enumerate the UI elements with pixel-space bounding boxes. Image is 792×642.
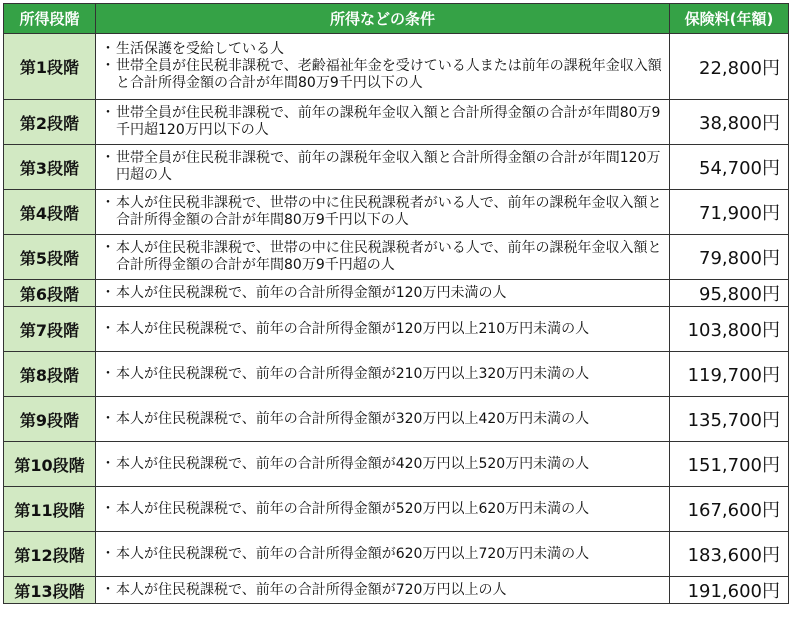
condition-line bbox=[100, 195, 663, 229]
table-header-row bbox=[4, 4, 789, 34]
condition-cell bbox=[96, 577, 670, 604]
level-cell: 第10段階 bbox=[4, 442, 96, 487]
condition-line bbox=[100, 366, 663, 383]
fee-cell: 79,800円 bbox=[670, 235, 789, 280]
level-cell: 第6段階 bbox=[4, 280, 96, 307]
table-row bbox=[4, 280, 789, 307]
condition-line bbox=[100, 411, 663, 428]
fee-cell: 95,800円 bbox=[670, 280, 789, 307]
table-row bbox=[4, 532, 789, 577]
table-row bbox=[4, 145, 789, 190]
condition-cell bbox=[96, 532, 670, 577]
condition-line bbox=[100, 105, 663, 139]
bullet-mark: ・ bbox=[101, 455, 115, 472]
level-cell: 第7段階 bbox=[4, 307, 96, 352]
condition-cell bbox=[96, 307, 670, 352]
level-cell: 第11段階 bbox=[4, 487, 96, 532]
condition-cell bbox=[96, 190, 670, 235]
condition-text: 生活保護を受給している人 bbox=[116, 41, 284, 57]
fee-cell: 167,600円 bbox=[670, 487, 789, 532]
condition-line bbox=[100, 501, 663, 518]
condition-line bbox=[100, 321, 663, 338]
condition-cell bbox=[96, 145, 670, 190]
fee-cell: 135,700円 bbox=[670, 397, 789, 442]
condition-line bbox=[100, 58, 663, 92]
level-cell: 第13段階 bbox=[4, 577, 96, 604]
level-cell: 第4段階 bbox=[4, 190, 96, 235]
condition-cell bbox=[96, 487, 670, 532]
bullet-mark: ・ bbox=[101, 320, 115, 337]
condition-cell bbox=[96, 34, 670, 100]
condition-line bbox=[100, 240, 663, 274]
condition-line bbox=[100, 456, 663, 473]
bullet-mark: ・ bbox=[101, 150, 115, 166]
condition-text: 本人が住民税課税で、前年の合計所得金額が320万円以上420万円未満の人 bbox=[116, 410, 590, 427]
header-condition: 所得などの条件 bbox=[96, 4, 670, 34]
header-fee: 保険料(年額) bbox=[670, 4, 789, 34]
condition-cell bbox=[96, 352, 670, 397]
table-row bbox=[4, 307, 789, 352]
table-row bbox=[4, 235, 789, 280]
table-row bbox=[4, 190, 789, 235]
fee-cell: 183,600円 bbox=[670, 532, 789, 577]
condition-line bbox=[100, 41, 663, 58]
fee-cell: 38,800円 bbox=[670, 100, 789, 145]
fee-cell: 54,700円 bbox=[670, 145, 789, 190]
bullet-mark: ・ bbox=[101, 284, 115, 301]
level-cell: 第12段階 bbox=[4, 532, 96, 577]
condition-text: 世帯全員が住民税非課税で、老齢福祉年金を受けている人または前年の課税年金収入額と合計所得金額の合計が年間80万9千円以下の人 bbox=[116, 58, 662, 91]
level-cell: 第2段階 bbox=[4, 100, 96, 145]
condition-text: 本人が住民税課税で、前年の合計所得金額が520万円以上620万円未満の人 bbox=[116, 500, 590, 517]
bullet-mark: ・ bbox=[101, 365, 115, 382]
bullet-mark: ・ bbox=[101, 195, 115, 211]
table-row bbox=[4, 352, 789, 397]
condition-text: 本人が住民税課税で、前年の合計所得金額が210万円以上320万円未満の人 bbox=[116, 365, 590, 382]
condition-text: 本人が住民税課税で、前年の合計所得金額が420万円以上520万円未満の人 bbox=[116, 455, 590, 472]
condition-line bbox=[100, 546, 663, 563]
level-cell: 第5段階 bbox=[4, 235, 96, 280]
table-row bbox=[4, 442, 789, 487]
condition-cell bbox=[96, 280, 670, 307]
condition-line bbox=[100, 285, 663, 302]
condition-text: 本人が住民税課税で、前年の合計所得金額が120万円以上210万円未満の人 bbox=[116, 320, 590, 337]
fee-cell: 103,800円 bbox=[670, 307, 789, 352]
premium-table bbox=[3, 3, 789, 604]
header-level: 所得段階 bbox=[4, 4, 96, 34]
bullet-mark: ・ bbox=[101, 545, 115, 562]
table-row bbox=[4, 34, 789, 100]
condition-cell bbox=[96, 235, 670, 280]
level-cell: 第3段階 bbox=[4, 145, 96, 190]
condition-text: 本人が住民税課税で、前年の合計所得金額が620万円以上720万円未満の人 bbox=[116, 545, 590, 562]
condition-cell bbox=[96, 100, 670, 145]
fee-cell: 191,600円 bbox=[670, 577, 789, 604]
bullet-mark: ・ bbox=[101, 105, 115, 121]
fee-cell: 151,700円 bbox=[670, 442, 789, 487]
bullet-mark: ・ bbox=[101, 581, 115, 598]
fee-cell: 22,800円 bbox=[670, 34, 789, 100]
level-cell: 第9段階 bbox=[4, 397, 96, 442]
condition-text: 本人が住民税非課税で、世帯の中に住民税課税者がいる人で、前年の課税年金収入額と合計所得金額の合計が年間80万9千円以下の人 bbox=[116, 195, 662, 228]
condition-line bbox=[100, 582, 663, 599]
level-cell: 第1段階 bbox=[4, 34, 96, 100]
condition-text: 本人が住民税課税で、前年の合計所得金額が720万円以上の人 bbox=[116, 581, 507, 598]
bullet-mark: ・ bbox=[101, 500, 115, 517]
level-cell: 第8段階 bbox=[4, 352, 96, 397]
table-row bbox=[4, 577, 789, 604]
condition-cell bbox=[96, 397, 670, 442]
fee-cell: 119,700円 bbox=[670, 352, 789, 397]
bullet-mark: ・ bbox=[101, 58, 115, 74]
condition-text: 本人が住民税課税で、前年の合計所得金額が120万円未満の人 bbox=[116, 284, 507, 301]
premium-table-container bbox=[3, 3, 789, 604]
condition-line bbox=[100, 150, 663, 184]
condition-cell bbox=[96, 442, 670, 487]
condition-text: 世帯全員が住民税非課税で、前年の課税年金収入額と合計所得金額の合計が年間120万円超の人 bbox=[116, 150, 661, 183]
fee-cell: 71,900円 bbox=[670, 190, 789, 235]
bullet-mark: ・ bbox=[101, 410, 115, 427]
condition-text: 世帯全員が住民税非課税で、前年の課税年金収入額と合計所得金額の合計が年間80万9千円超120万円以下の人 bbox=[116, 105, 661, 138]
bullet-mark: ・ bbox=[101, 41, 115, 57]
condition-text: 本人が住民税非課税で、世帯の中に住民税課税者がいる人で、前年の課税年金収入額と合計所得金額の合計が年間80万9千円超の人 bbox=[116, 240, 662, 273]
bullet-mark: ・ bbox=[101, 240, 115, 256]
table-body bbox=[4, 34, 789, 604]
table-row bbox=[4, 100, 789, 145]
table-row bbox=[4, 397, 789, 442]
table-row bbox=[4, 487, 789, 532]
